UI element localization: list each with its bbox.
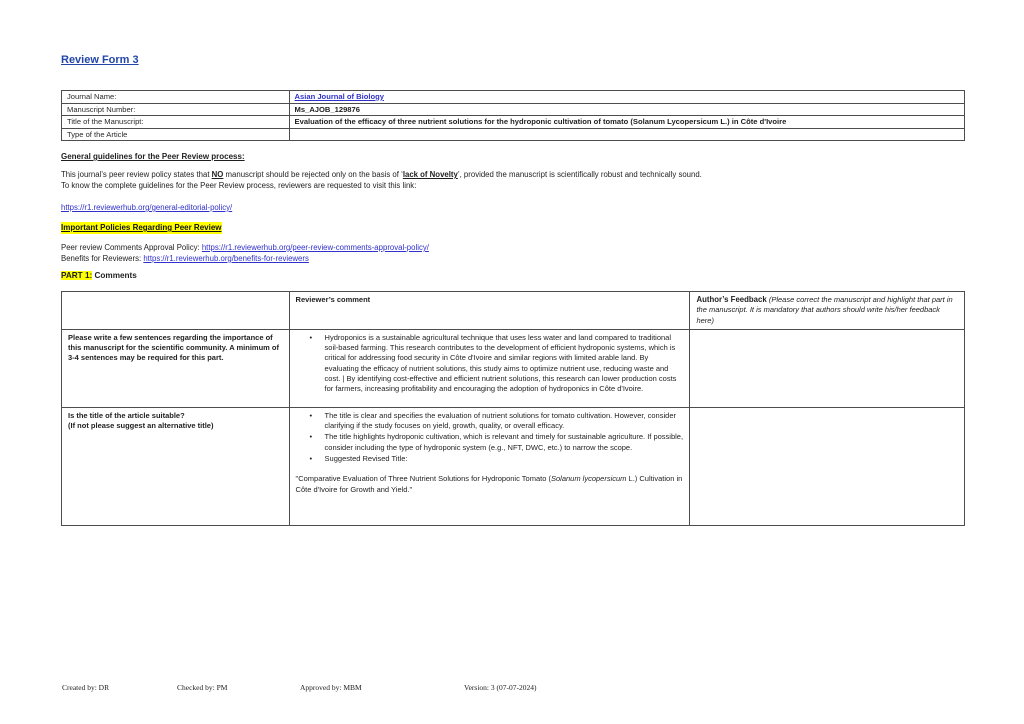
meta-label-title: Title of the Manuscript: [62,116,290,129]
bullet-text: The title highlights hydroponic cultivation, which is relevant and timely for sustainable agriculture. If possible, consider including the type of hydroponic system (e.g., NFT, DWC, etc.) to narrow the scope. [324,432,684,452]
author-feedback-header [690,292,965,330]
suggested-title-text: L.) Cultivation in Côte d'Ivoire for Growth and Yield." [295,474,683,494]
table-row [62,116,965,129]
part1-badge: PART 1: [61,271,93,280]
bullet-text: The title is clear and specifies the evaluation of nutrient solutions for tomato cultivation. However, consider clarifying if the study focuses on yield, growth, quality, or overall efficacy. [324,410,676,431]
question-importance: Please write a few sentences regarding the importance of this manuscript for the scientific community. A minimum of 3-4 sentences may be required for this part. [62,329,290,407]
question-title-suitability [62,407,290,525]
manuscript-number-value: Ms_AJOB_129876 [289,103,964,116]
author-feedback-cell[interactable] [690,329,965,407]
table-row-importance [62,329,965,407]
important-policies-heading: Important Policies Regarding Peer Review [61,223,222,232]
meta-label-article-type: Type of the Article [62,128,290,141]
guidelines-paragraph [61,169,965,180]
table-row-title-suitability [62,407,965,525]
approval-policy-label: Peer review Comments Approval Policy: [61,243,202,252]
document-footer [0,683,1024,697]
comments-table [61,291,965,526]
part1-label: Comments [92,271,137,280]
table-header-row [62,292,965,330]
bullet-text: Hydroponics is a sustainable agricultural technique that uses less water and land compared to traditional soil-based farming. This research contributes to the development of efficient hydroponic systems, which is critical for addressing food security in Côte d'Ivoire and similar regions with limited arable land. By evaluating the efficacy of nutrient solutions, this study aims to optimize nutrient use, reducing waste and cost. | By identifying cost-effective and efficient nutrient solutions, this research can lower production costs for farmers, increasing profitability and encouraging the adoption of hydroponics in Côte d'Ivoire. [324,332,677,394]
empty-header-cell [62,292,290,330]
manuscript-title-value: Evaluation of the efficacy of three nutrient solutions for the hydroponic cultivation of tomato (Solanum Lycopersicum L.) in Côte d'Ivoire [289,116,964,129]
bullet-item [296,333,684,395]
benefits-link[interactable]: https://r1.reviewerhub.org/benefits-for-reviewers [143,254,309,263]
guidelines-text: ’, provided the manuscript is scientifically robust and technically sound. [457,170,702,179]
guidelines-heading: General guidelines for the Peer Review process: [61,152,245,161]
reviewer-comment-header: Reviewer’s comment [289,292,690,330]
author-feedback-cell[interactable] [690,407,965,525]
lack-of-novelty-emphasis: lack of Novelty [402,170,458,179]
meta-label-journal: Journal Name: [62,91,290,104]
question-line: Is the title of the article suitable? [68,410,185,420]
table-row [62,128,965,141]
footer-approved: Approved by: MBM [300,683,362,692]
approval-policy-line [61,242,965,253]
bullet-item [296,411,684,432]
page-title: Review Form 3 [61,54,139,66]
guidelines-line2: To know the complete guidelines for the Peer Review process, reviewers are requested to visit this link: [61,181,417,190]
footer-checked: Checked by: PM [177,683,228,692]
no-emphasis: NO [211,170,224,179]
journal-name-link[interactable]: Asian Journal of Biology [294,92,384,101]
reviewer-comment-cell [289,329,690,407]
guidelines-text: manuscript should be rejected only on the basis of ‘ [223,170,403,179]
part1-heading [61,270,965,282]
suggested-title [296,474,684,495]
manuscript-meta-table [61,90,965,141]
table-row [62,103,965,116]
benefits-line [61,253,965,264]
general-editorial-policy-link[interactable]: https://r1.reviewerhub.org/general-editorial-policy/ [61,203,233,212]
question-line: (If not please suggest an alternative title) [68,421,214,431]
author-feedback-header-note: (Please correct the manuscript and highlight that part in the manuscript. It is mandatory that authors should write his/her feedback here) [696,295,953,325]
bullet-text: Suggested Revised Title: [324,454,408,464]
approval-policy-link[interactable]: https://r1.reviewerhub.org/peer-review-comments-approval-policy/ [201,243,429,252]
author-feedback-header-title: Author’s Feedback [696,295,769,304]
table-row [62,91,965,104]
footer-version: Version: 3 (07-07-2024) [464,683,537,692]
bullet-item [296,432,684,453]
bullet-item [296,454,684,464]
meta-label-manuscript-number: Manuscript Number: [62,103,290,116]
article-type-value [289,128,964,141]
benefits-label: Benefits for Reviewers: [61,254,144,263]
footer-created: Created by: DR [62,683,110,692]
suggested-title-text: "Comparative Evaluation of Three Nutrient Solutions for Hydroponic Tomato ( [295,474,551,484]
guidelines-text: This journal’s peer review policy states that [61,170,212,179]
reviewer-comment-cell [289,407,690,525]
suggested-title-species: Solanum lycopersicum [550,474,627,484]
